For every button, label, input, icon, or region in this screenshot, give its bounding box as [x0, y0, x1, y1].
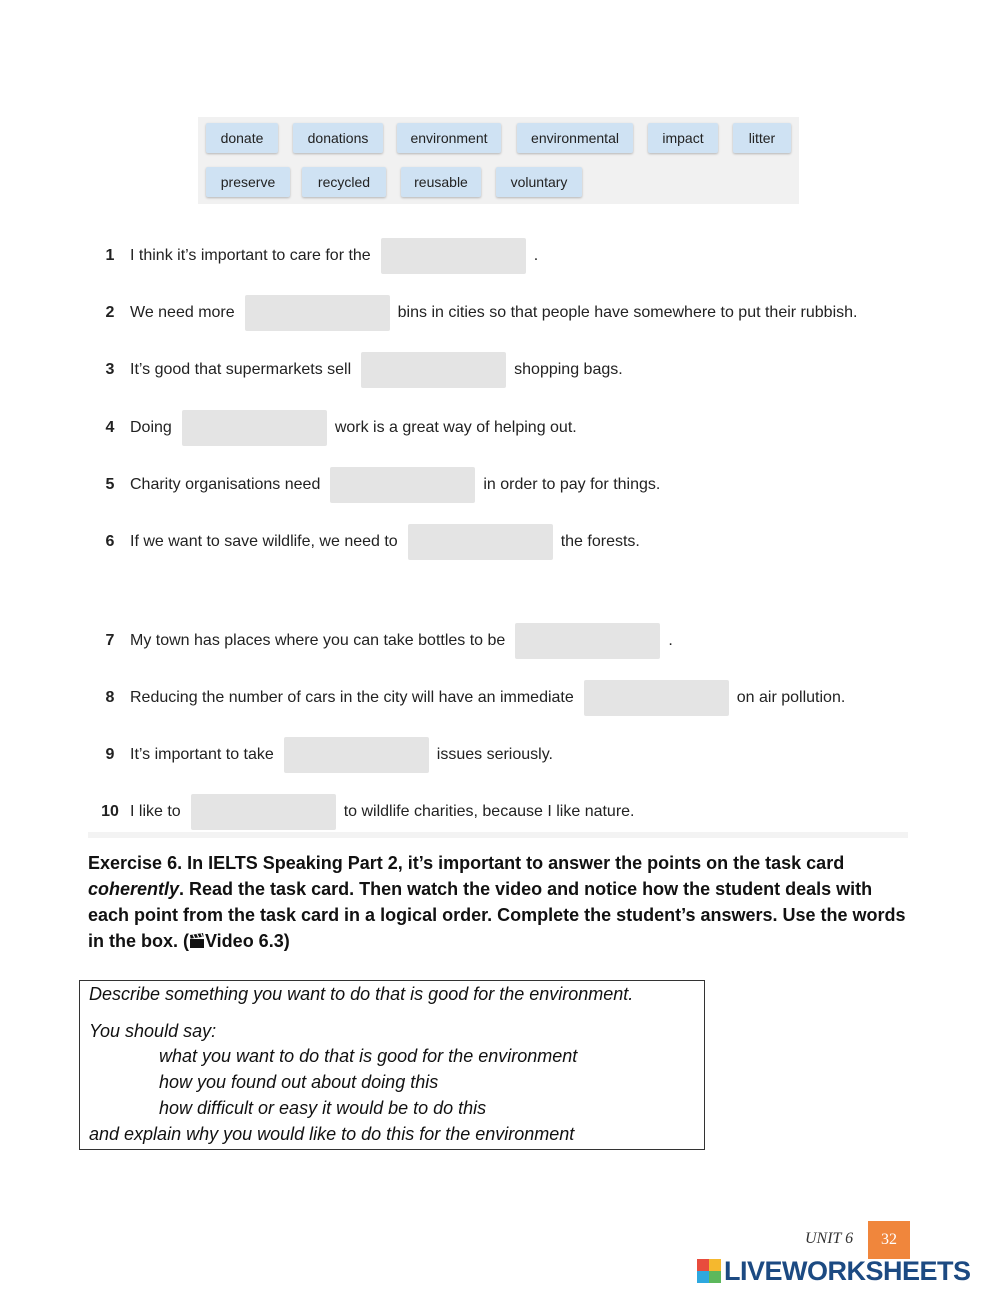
task-card-point: how you found out about doing this	[159, 1072, 439, 1092]
word-chip-reusable[interactable]: reusable	[401, 167, 481, 197]
sentence-text-after: .	[533, 247, 539, 264]
sentence-text-after: .	[668, 632, 673, 649]
exercise-text: . Read the task card. Then watch the video and notice how the student deals with each point from the task card in a logical order. Complete the student’s answers. Use the words in the box. (	[88, 879, 906, 951]
word-chip-litter[interactable]: litter	[733, 123, 791, 153]
sentence-text-after: in order to pay for things.	[483, 476, 661, 493]
sentence-2	[90, 295, 857, 331]
answer-blank-1[interactable]	[381, 238, 526, 274]
word-chip-preserve[interactable]: preserve	[206, 167, 290, 197]
sentence-text-before: If we want to save wildlife, we need to	[130, 533, 398, 550]
sentence-text-before: My town has places where you can take bottles to be	[130, 632, 506, 649]
answer-blank-10[interactable]	[191, 794, 336, 830]
sentence-text-after: on air pollution.	[736, 689, 846, 706]
task-card-prompt: Describe something you want to do that is good for the environment.	[89, 984, 634, 1004]
exercise-video-ref: Video 6.3)	[205, 931, 290, 951]
sentence-text-after: the forests.	[560, 533, 640, 550]
sentence-1	[90, 238, 538, 274]
sentence-text-before: Reducing the number of cars in the city will have an immediate	[130, 689, 574, 706]
sentence-number: 4	[105, 419, 115, 436]
word-chip-recycled[interactable]: recycled	[302, 167, 386, 197]
sentence-text-after: shopping bags.	[514, 361, 623, 378]
exercise-emphasis: coherently	[88, 879, 180, 899]
sentence-text-before: I like to	[130, 803, 181, 820]
clapperboard-icon	[189, 930, 205, 956]
task-card	[79, 980, 705, 1150]
answer-blank-8[interactable]	[584, 680, 729, 716]
sentence-10	[90, 794, 635, 830]
unit-label: UNIT 6	[805, 1230, 854, 1247]
sentence-text-after: work is a great way of helping out.	[334, 419, 577, 436]
word-chip-donate[interactable]: donate	[206, 123, 278, 153]
exercise-text: Exercise 6. In IELTS Speaking Part 2, it’s important to answer the points on the task card	[88, 853, 845, 873]
sentence-6	[90, 524, 640, 560]
sentence-number: 2	[105, 304, 115, 321]
sentence-8	[90, 680, 845, 716]
task-card-point: what you want to do that is good for the environment	[159, 1046, 578, 1066]
sentence-7	[90, 623, 673, 659]
sentence-text-before: Doing	[130, 419, 172, 436]
sentence-4	[90, 410, 577, 446]
sentence-3	[90, 352, 623, 388]
exercise-instructions	[88, 850, 918, 956]
brand-name: LIVEWORKSHEETS	[724, 1255, 971, 1286]
sentence-number: 8	[105, 689, 115, 706]
answer-blank-2[interactable]	[245, 295, 390, 331]
sentence-number: 6	[105, 533, 115, 550]
word-chip-environmental[interactable]: environmental	[517, 123, 633, 153]
divider	[88, 832, 908, 838]
sentence-number: 3	[105, 361, 115, 378]
word-chip-environment[interactable]: environment	[397, 123, 501, 153]
task-card-should-say: You should say:	[89, 1021, 217, 1041]
sentence-number: 5	[105, 476, 115, 493]
word-chip-donations[interactable]: donations	[293, 123, 383, 153]
sentence-text-before: It’s good that supermarkets sell	[130, 361, 352, 378]
page-number: 32	[868, 1221, 910, 1259]
liveworksheets-logo	[697, 1257, 971, 1285]
sentence-text-before: I think it’s important to care for the	[130, 247, 371, 264]
sentence-text-before: We need more	[130, 304, 235, 321]
task-card-closing: and explain why you would like to do this for the environment	[89, 1124, 575, 1144]
sentence-number: 7	[105, 632, 115, 649]
liveworksheets-logo-icon	[697, 1259, 721, 1283]
word-chip-voluntary[interactable]: voluntary	[496, 167, 582, 197]
sentence-text-after: bins in cities so that people have somewhere to put their rubbish.	[397, 304, 858, 321]
sentence-number: 10	[101, 803, 119, 820]
answer-blank-9[interactable]	[284, 737, 429, 773]
answer-blank-5[interactable]	[330, 467, 475, 503]
answer-blank-3[interactable]	[361, 352, 506, 388]
answer-blank-4[interactable]	[182, 410, 327, 446]
task-card-point: how difficult or easy it would be to do this	[159, 1098, 487, 1118]
answer-blank-6[interactable]	[408, 524, 553, 560]
word-bank	[198, 117, 799, 204]
sentence-text-after: issues seriously.	[436, 746, 553, 763]
word-chip-impact[interactable]: impact	[648, 123, 718, 153]
sentence-number: 9	[105, 746, 115, 763]
sentence-text-before: Charity organisations need	[130, 476, 321, 493]
sentence-text-after: to wildlife charities, because I like nature.	[343, 803, 635, 820]
sentence-text-before: It’s important to take	[130, 746, 274, 763]
sentence-number: 1	[105, 247, 115, 264]
answer-blank-7[interactable]	[515, 623, 660, 659]
sentence-9	[90, 737, 553, 773]
sentence-5	[90, 467, 660, 503]
